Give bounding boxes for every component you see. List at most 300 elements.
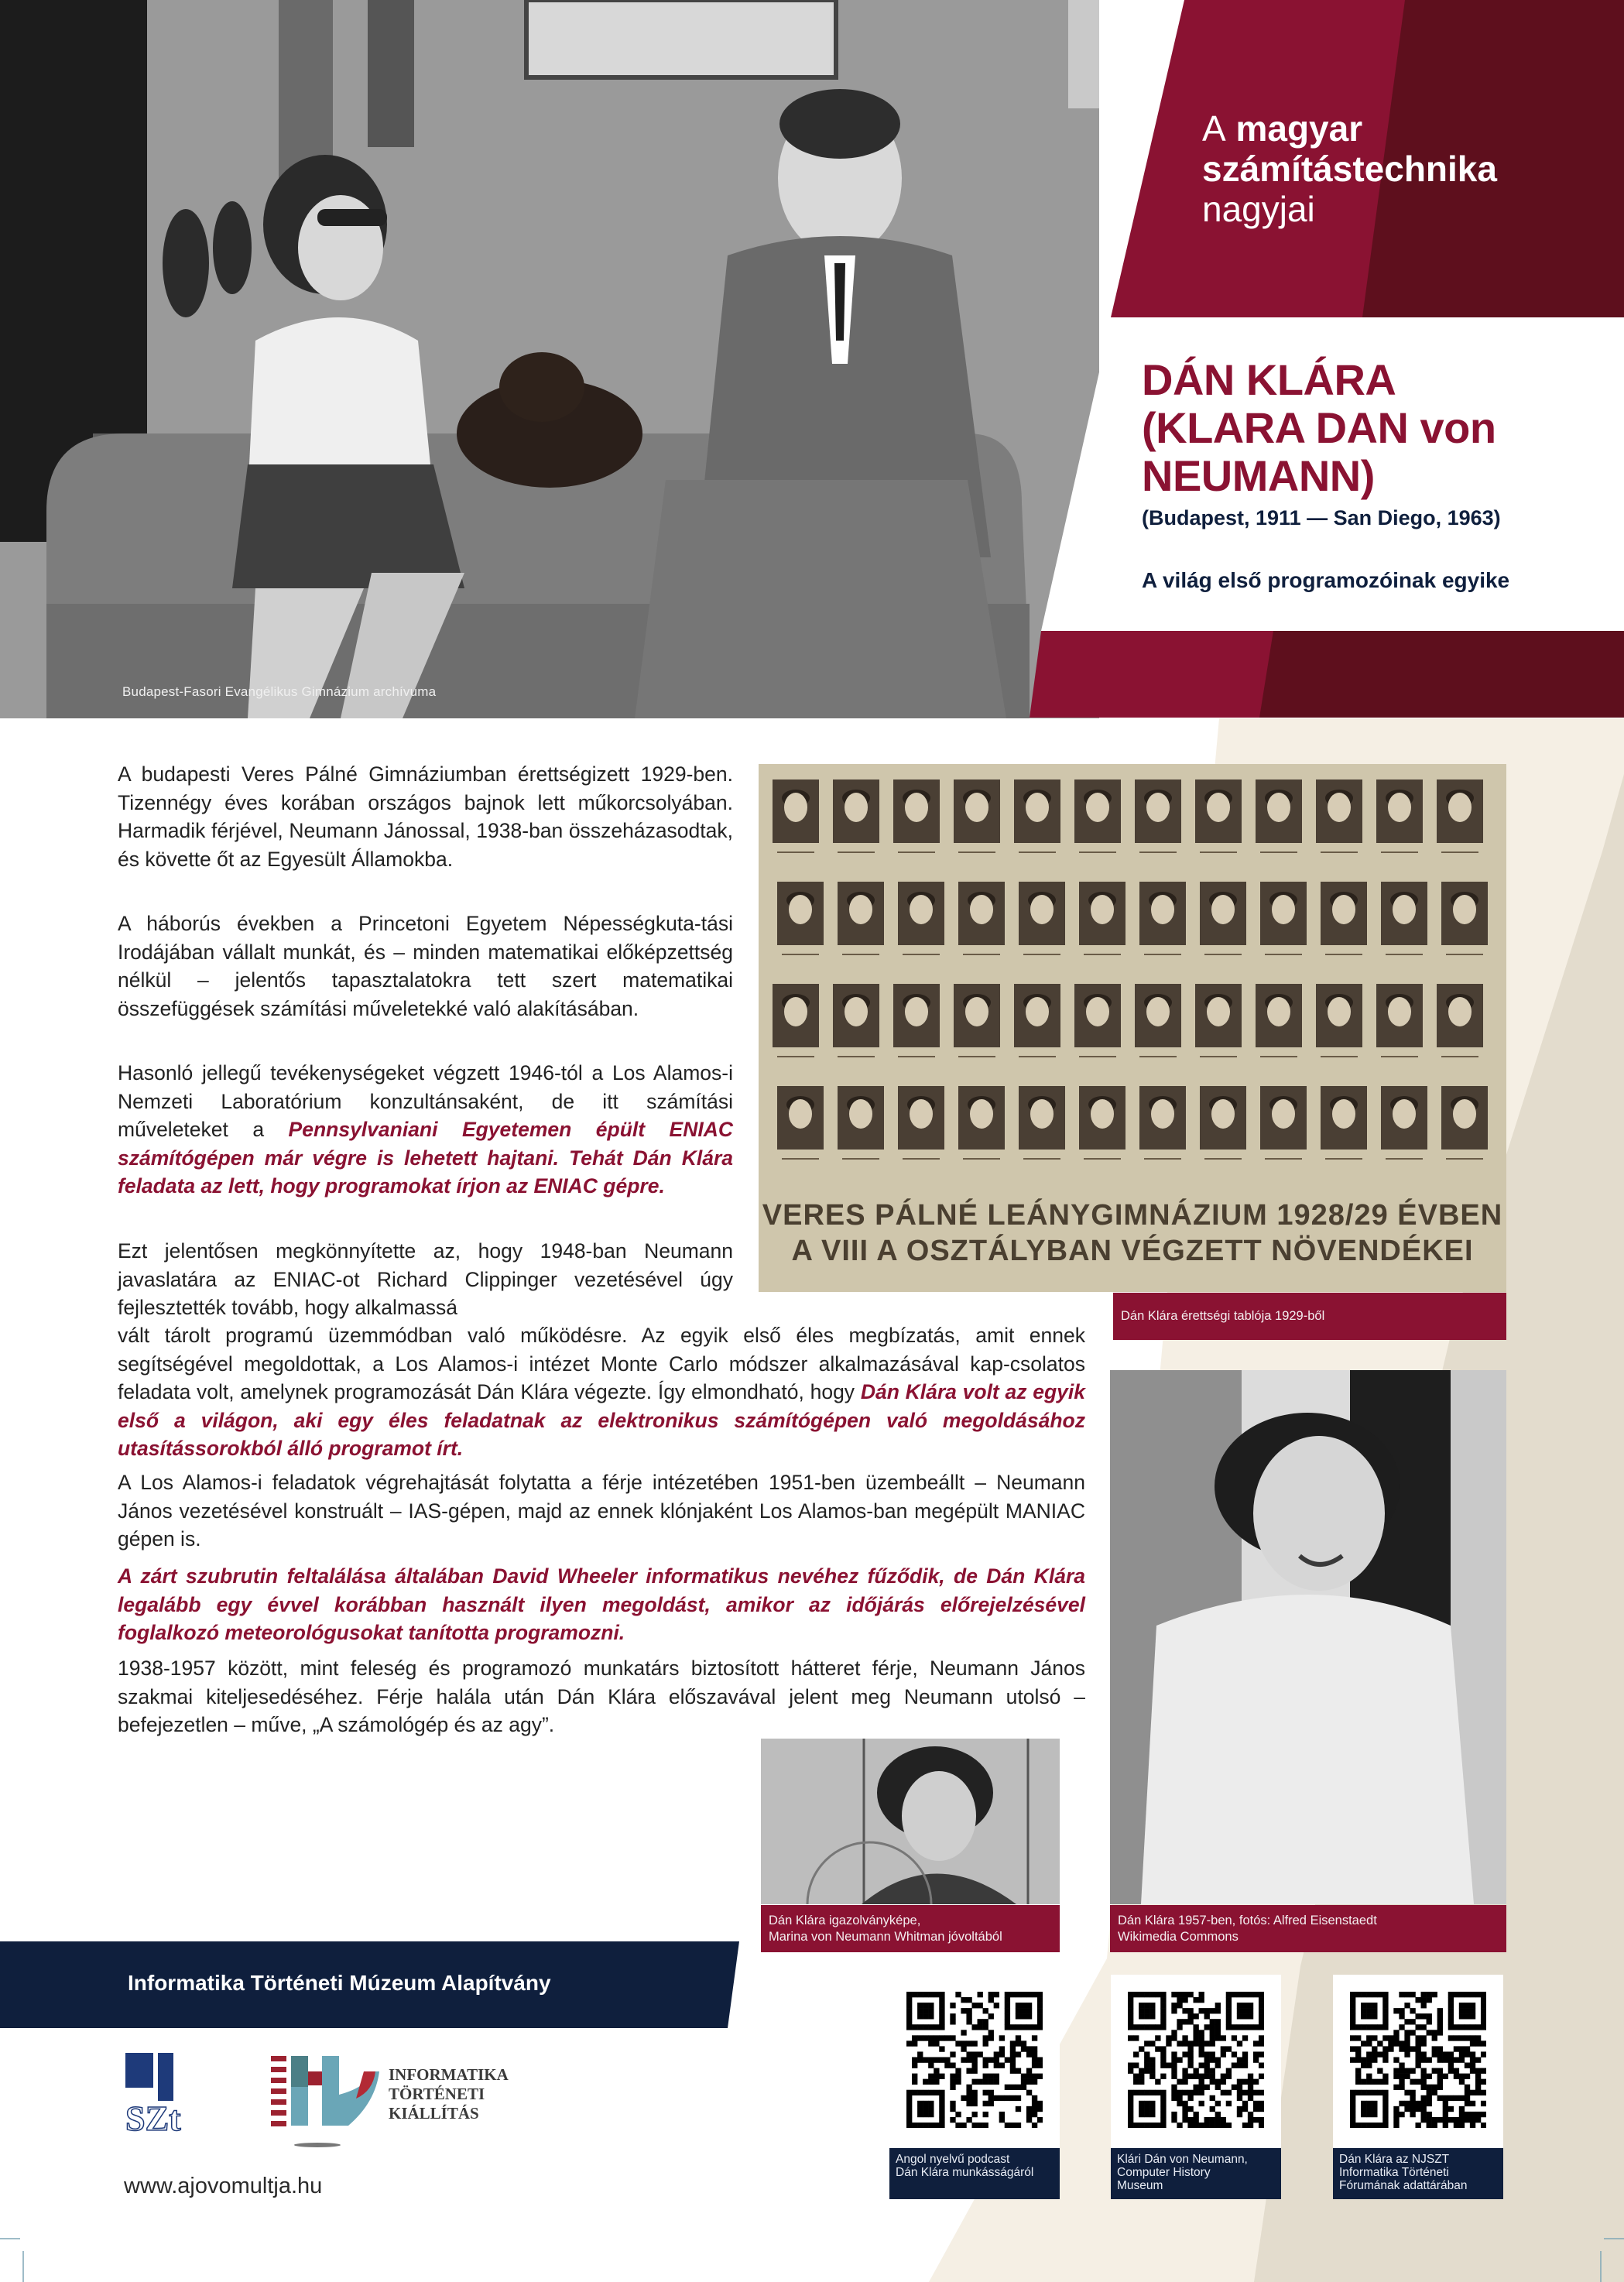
- qr-module: [1437, 2057, 1443, 2062]
- qr-module: [1199, 1992, 1204, 1997]
- qr-module: [1182, 2101, 1187, 2106]
- qr-module: [1459, 2046, 1465, 2051]
- qr-module: [1204, 2068, 1210, 2074]
- qr-module: [1415, 2024, 1420, 2030]
- qr-module: [983, 2079, 988, 2085]
- qr-module: [1199, 2063, 1204, 2068]
- portrait-1957-caption: [1110, 1905, 1506, 1952]
- qr-module: [1355, 2079, 1361, 2085]
- qr-module: [1177, 2090, 1182, 2095]
- qr-module: [1459, 2095, 1465, 2101]
- qr-module: [1470, 2035, 1475, 2040]
- qr-module: [1427, 1992, 1432, 1997]
- qr-module: [1421, 2106, 1427, 2112]
- qr-module: [1259, 2123, 1264, 2128]
- qr-module: [1032, 2035, 1037, 2040]
- qr-module: [1187, 2008, 1193, 2013]
- qr-module: [1221, 2079, 1226, 2085]
- qr-module: [1421, 2024, 1427, 2030]
- qr-module: [1437, 2019, 1443, 2024]
- qr-module: [1382, 2101, 1388, 2106]
- qr-module: [1399, 2085, 1404, 2090]
- qr-module: [1253, 2117, 1259, 2123]
- qr-module: [1355, 2051, 1361, 2057]
- qr-module: [1193, 1997, 1198, 2003]
- qr-module: [1139, 2074, 1144, 2079]
- qr-module: [1427, 2117, 1432, 2123]
- qr-module: [1481, 2079, 1486, 2085]
- qr-module: [1193, 2040, 1198, 2046]
- qr-module: [1204, 2024, 1210, 2030]
- qr-module: [1454, 2074, 1459, 2079]
- qr-module: [1242, 2101, 1248, 2106]
- qr-module: [1155, 2035, 1160, 2040]
- qr-module: [1459, 2079, 1465, 2085]
- qr-module: [1199, 2008, 1204, 2013]
- qr-module: [1139, 1992, 1144, 1997]
- qr-module: [1177, 2024, 1182, 2030]
- qr-module: [1475, 2040, 1481, 2046]
- qr-module: [1010, 2040, 1016, 2046]
- qr-module: [1355, 2046, 1361, 2051]
- class-photo-banner: [759, 1198, 1506, 1269]
- qr-module: [1404, 2035, 1410, 2040]
- qr-module: [912, 2090, 917, 2095]
- qr-module: [1160, 2013, 1166, 2019]
- qr-module: [1144, 2057, 1149, 2062]
- qr-module: [1372, 2123, 1377, 2128]
- qr-module: [1204, 2063, 1210, 2068]
- qr-module: [1459, 2106, 1465, 2112]
- qr-module: [1465, 2008, 1470, 2013]
- qr-module: [917, 2013, 923, 2019]
- qr-module: [1399, 2074, 1404, 2079]
- qr-module: [1437, 2008, 1443, 2013]
- qr-module: [939, 1997, 944, 2003]
- qr-module: [1470, 2112, 1475, 2117]
- class-photo-portrait: [1441, 882, 1488, 954]
- qr-module: [1010, 2123, 1016, 2128]
- qr-module: [1421, 2003, 1427, 2008]
- qr-module: [1475, 2112, 1481, 2117]
- qr-caption-line: Klári Dán von Neumann,: [1117, 2153, 1248, 2166]
- qr-module: [966, 2013, 971, 2019]
- qr-module: [999, 2035, 1005, 2040]
- qr-module: [1226, 2008, 1232, 2013]
- series-title: [1202, 108, 1497, 229]
- class-photo-portrait: [954, 780, 1000, 852]
- qr-caption-line: Informatika Történeti: [1339, 2166, 1449, 2179]
- qr-code-card-njszt-forum[interactable]: [1333, 1975, 1503, 2199]
- qr-module: [1187, 2013, 1193, 2019]
- qr-module: [923, 1992, 928, 1997]
- qr-module: [1226, 2068, 1232, 2074]
- qr-module: [923, 2013, 928, 2019]
- qr-module: [1253, 1992, 1259, 1997]
- qr-module: [1427, 2123, 1432, 2128]
- class-photo: [759, 764, 1506, 1292]
- qr-module: [1454, 2068, 1459, 2074]
- qr-module: [1232, 2063, 1237, 2068]
- qr-module: [983, 2063, 988, 2068]
- qr-module: [1475, 2074, 1481, 2079]
- qr-module: [999, 2063, 1005, 2068]
- website-link[interactable]: www.ajovomultja.hu: [124, 2174, 323, 2198]
- id-photo-caption-line-1: Dán Klára igazolványképe,: [769, 1914, 921, 1927]
- qr-module: [1032, 2123, 1037, 2128]
- qr-module: [1355, 2068, 1361, 2074]
- qr-module: [1171, 2030, 1177, 2035]
- qr-module: [1160, 2046, 1166, 2051]
- qr-module: [1432, 2090, 1437, 2095]
- qr-caption-line: Dán Klára munkásságáról: [896, 2166, 1034, 2179]
- qr-module: [1005, 1997, 1010, 2003]
- qr-module: [939, 2024, 944, 2030]
- qr-module: [1437, 2079, 1443, 2085]
- qr-module: [1355, 2024, 1361, 2030]
- qr-module: [1481, 2024, 1486, 2030]
- qr-module: [1465, 2112, 1470, 2117]
- qr-module: [978, 2079, 983, 2085]
- qr-module: [983, 2112, 988, 2117]
- qr-module: [917, 2112, 923, 2117]
- qr-module: [1242, 2013, 1248, 2019]
- class-photo-portrait: [1437, 780, 1483, 852]
- qr-module: [1382, 2024, 1388, 2030]
- qr-module: [1199, 2035, 1204, 2040]
- qr-module: [1016, 2040, 1021, 2046]
- qr-module: [1160, 2024, 1166, 2030]
- qr-module: [955, 2112, 961, 2117]
- qr-module: [1133, 2090, 1139, 2095]
- qr-module: [1210, 2095, 1215, 2101]
- qr-module: [950, 2085, 955, 2090]
- qr-module: [1160, 2057, 1166, 2062]
- qr-module: [1470, 2057, 1475, 2062]
- qr-module: [1005, 2019, 1010, 2024]
- qr-module: [1465, 2095, 1470, 2101]
- qr-module: [944, 2057, 950, 2062]
- qr-module: [1139, 2024, 1144, 2030]
- qr-module: [1133, 2035, 1139, 2040]
- qr-module: [1459, 2013, 1465, 2019]
- qr-module: [1475, 1992, 1481, 1997]
- qr-module: [1404, 2074, 1410, 2079]
- qr-module: [1366, 2040, 1372, 2046]
- qr-module: [1237, 2024, 1242, 2030]
- qr-module: [1128, 2008, 1133, 2013]
- qr-module: [1232, 2085, 1237, 2090]
- qr-module: [1427, 2074, 1432, 2079]
- qr-module: [961, 2123, 966, 2128]
- qr-module: [934, 2040, 939, 2046]
- qr-module: [1037, 2019, 1043, 2024]
- qr-module: [1242, 2024, 1248, 2030]
- qr-module: [1242, 2123, 1248, 2128]
- qr-module: [1144, 2112, 1149, 2117]
- qr-module: [1187, 2095, 1193, 2101]
- qr-module: [1366, 2057, 1372, 2062]
- qr-module: [1350, 2101, 1355, 2106]
- qr-module: [1171, 2112, 1177, 2117]
- qr-module: [1128, 2095, 1133, 2101]
- qr-module: [1021, 1992, 1026, 1997]
- qr-module: [1382, 2019, 1388, 2024]
- qr-module: [1393, 2112, 1399, 2117]
- qr-module: [1259, 1992, 1264, 1997]
- qr-module: [1399, 2040, 1404, 2046]
- itk-logo-text: [389, 2065, 509, 2123]
- qr-module: [1382, 2106, 1388, 2112]
- qr-module: [1215, 2123, 1221, 2128]
- qr-module: [1421, 2112, 1427, 2117]
- qr-module: [1259, 1997, 1264, 2003]
- qr-module: [923, 2106, 928, 2112]
- qr-module: [1259, 2040, 1264, 2046]
- class-photo-portrait: [1376, 780, 1423, 852]
- qr-module: [1481, 1992, 1486, 1997]
- class-photo-portrait: [838, 1086, 884, 1159]
- qr-module: [1193, 2123, 1198, 2128]
- qr-module: [1155, 2123, 1160, 2128]
- qr-module: [1366, 2074, 1372, 2079]
- qr-module: [994, 2051, 999, 2057]
- qr-module: [1253, 2051, 1259, 2057]
- qr-module: [961, 2040, 966, 2046]
- qr-module: [1171, 2095, 1177, 2101]
- qr-module: [1215, 2057, 1221, 2062]
- qr-module: [1026, 2074, 1032, 2079]
- class-photo-portrait: [1135, 780, 1181, 852]
- qr-module: [1481, 2013, 1486, 2019]
- qr-module: [988, 2079, 994, 2085]
- qr-module: [1182, 2019, 1187, 2024]
- qr-module: [1032, 2079, 1037, 2085]
- qr-module: [1221, 2074, 1226, 2079]
- qr-module: [1372, 2013, 1377, 2019]
- qr-module: [944, 2063, 950, 2068]
- qr-module: [934, 2068, 939, 2074]
- qr-module: [1210, 2008, 1215, 2013]
- qr-module: [1160, 2074, 1166, 2079]
- qr-module: [1149, 2112, 1155, 2117]
- qr-module: [1448, 2013, 1454, 2019]
- qr-module: [906, 2003, 912, 2008]
- qr-module: [1187, 2074, 1193, 2079]
- qr-module: [1366, 2090, 1372, 2095]
- qr-module: [1133, 2063, 1139, 2068]
- qr-module: [1128, 2117, 1133, 2123]
- qr-module: [1226, 2090, 1232, 2095]
- qr-module: [1377, 2068, 1382, 2074]
- qr-module: [923, 2003, 928, 2008]
- qr-module: [1032, 2063, 1037, 2068]
- class-photo-portrait: [1381, 882, 1427, 954]
- qr-module: [1210, 2035, 1215, 2040]
- qr-module: [983, 2024, 988, 2030]
- qr-module: [983, 2101, 988, 2106]
- qr-module: [1470, 2090, 1475, 2095]
- qr-module: [1372, 2024, 1377, 2030]
- qr-module: [1193, 2024, 1198, 2030]
- qr-module: [1410, 2068, 1415, 2074]
- qr-module: [1481, 2008, 1486, 2013]
- qr-module: [1139, 2008, 1144, 2013]
- qr-module: [1210, 2079, 1215, 2085]
- qr-module: [1399, 2024, 1404, 2030]
- qr-module: [1128, 2112, 1133, 2117]
- qr-module: [923, 2008, 928, 2013]
- qr-module: [1171, 2035, 1177, 2040]
- qr-module: [1399, 2046, 1404, 2051]
- qr-module: [928, 2057, 934, 2062]
- qr-module: [1388, 2046, 1393, 2051]
- qr-module: [999, 2095, 1005, 2101]
- qr-module: [1361, 2063, 1366, 2068]
- qr-module: [1149, 2063, 1155, 2068]
- qr-module: [1037, 2074, 1043, 2079]
- qr-module: [906, 2106, 912, 2112]
- qr-module: [1155, 2046, 1160, 2051]
- qr-module: [988, 1997, 994, 2003]
- qr-module: [1139, 2090, 1144, 2095]
- qr-module: [1021, 2085, 1026, 2090]
- qr-module: [1421, 2101, 1427, 2106]
- qr-module: [1253, 2079, 1259, 2085]
- qr-module: [1366, 2013, 1372, 2019]
- qr-module: [966, 1997, 971, 2003]
- qr-module: [917, 2090, 923, 2095]
- qr-module: [1415, 2046, 1420, 2051]
- class-photo-portrait: [1079, 882, 1125, 954]
- qr-module: [1415, 2063, 1420, 2068]
- qr-code-card-podcast[interactable]: [889, 1975, 1060, 2199]
- class-photo-portrait: [833, 780, 879, 852]
- qr-module: [1421, 2074, 1427, 2079]
- qr-module: [1149, 2101, 1155, 2106]
- qr-module: [1454, 2046, 1459, 2051]
- qr-module: [1232, 2051, 1237, 2057]
- qr-module: [1232, 1992, 1237, 1997]
- qr-module: [1005, 1992, 1010, 1997]
- qr-module: [928, 2112, 934, 2117]
- qr-module: [906, 2013, 912, 2019]
- qr-module: [1193, 2068, 1198, 2074]
- class-photo-portrait: [773, 984, 819, 1057]
- qr-module: [1465, 2085, 1470, 2090]
- qr-code-podcast[interactable]: [906, 1992, 1043, 2128]
- qr-module: [1139, 2101, 1144, 2106]
- class-photo-portrait: [1014, 780, 1060, 852]
- qr-module: [1253, 2090, 1259, 2095]
- qr-module: [1210, 2024, 1215, 2030]
- qr-module: [1021, 2040, 1026, 2046]
- qr-module: [1226, 2024, 1232, 2030]
- qr-module: [1475, 2079, 1481, 2085]
- qr-module: [1465, 2013, 1470, 2019]
- qr-module: [1177, 1997, 1182, 2003]
- qr-module: [1016, 2123, 1021, 2128]
- qr-module: [1382, 2112, 1388, 2117]
- qr-module: [1139, 2013, 1144, 2019]
- qr-module: [1248, 2085, 1253, 2090]
- qr-module: [1248, 2008, 1253, 2013]
- qr-module: [1177, 2123, 1182, 2128]
- qr-module: [1355, 2057, 1361, 2062]
- qr-module: [906, 2019, 912, 2024]
- qr-code-computer-history-museum[interactable]: [1128, 1992, 1264, 2128]
- qr-caption-line: Angol nyelvű podcast: [896, 2153, 1010, 2166]
- qr-module: [1437, 2013, 1443, 2019]
- qr-module: [1481, 2051, 1486, 2057]
- class-photo-portrait: [833, 984, 879, 1057]
- qr-module: [1366, 2101, 1372, 2106]
- njszt-logo: [124, 2053, 224, 2147]
- qr-module: [1393, 2008, 1399, 2013]
- qr-module: [1026, 2090, 1032, 2095]
- life-dates: (Budapest, 1911 — San Diego, 1963): [1142, 506, 1501, 529]
- qr-module: [1399, 1992, 1404, 1997]
- qr-module: [1248, 2074, 1253, 2079]
- qr-module: [1415, 2057, 1420, 2062]
- qr-module: [1204, 2057, 1210, 2062]
- qr-module: [1160, 1992, 1166, 1997]
- qr-code-njszt-forum[interactable]: [1350, 1992, 1486, 2128]
- qr-module: [1160, 2019, 1166, 2024]
- series-word-szamitastechnika: számítástechnika: [1202, 149, 1497, 189]
- qr-caption-podcast: [889, 2148, 1060, 2199]
- qr-module: [1242, 2090, 1248, 2095]
- qr-module: [999, 2051, 1005, 2057]
- qr-module: [961, 2057, 966, 2062]
- qr-module: [1432, 1992, 1437, 1997]
- qr-module: [1182, 2090, 1187, 2095]
- qr-module: [1221, 2046, 1226, 2051]
- qr-module: [1215, 2008, 1221, 2013]
- qr-module: [1443, 2106, 1448, 2112]
- qr-module: [1232, 2035, 1237, 2040]
- qr-module: [1427, 2013, 1432, 2019]
- qr-module: [1382, 2117, 1388, 2123]
- qr-module: [1415, 2035, 1420, 2040]
- qr-module: [1182, 2008, 1187, 2013]
- qr-module: [1454, 2095, 1459, 2101]
- qr-module: [1437, 2068, 1443, 2074]
- class-photo-banner-line-1: VERES PÁLNÉ LEÁNYGIMNÁZIUM 1928/29 ÉVBEN: [762, 1199, 1503, 1232]
- class-photo-portrait: [1074, 780, 1121, 852]
- qr-module: [983, 2074, 988, 2079]
- qr-module: [1404, 2106, 1410, 2112]
- qr-module: [934, 2090, 939, 2095]
- qr-module: [1215, 2024, 1221, 2030]
- qr-module: [1350, 2024, 1355, 2030]
- qr-module: [1144, 2090, 1149, 2095]
- qr-module: [1026, 2079, 1032, 2085]
- qr-module: [1193, 2030, 1198, 2035]
- qr-module: [1199, 2051, 1204, 2057]
- qr-module: [994, 1992, 999, 1997]
- qr-module: [1372, 1992, 1377, 1997]
- qr-module: [1171, 2117, 1177, 2123]
- qr-module: [1237, 2003, 1242, 2008]
- qr-module: [939, 1992, 944, 1997]
- qr-code-card-computer-history-museum[interactable]: [1111, 1975, 1281, 2199]
- qr-module: [988, 2074, 994, 2079]
- class-photo-portrait: [777, 1086, 824, 1159]
- qr-module: [1437, 2085, 1443, 2090]
- qr-module: [1187, 1992, 1193, 1997]
- qr-module: [1016, 2068, 1021, 2074]
